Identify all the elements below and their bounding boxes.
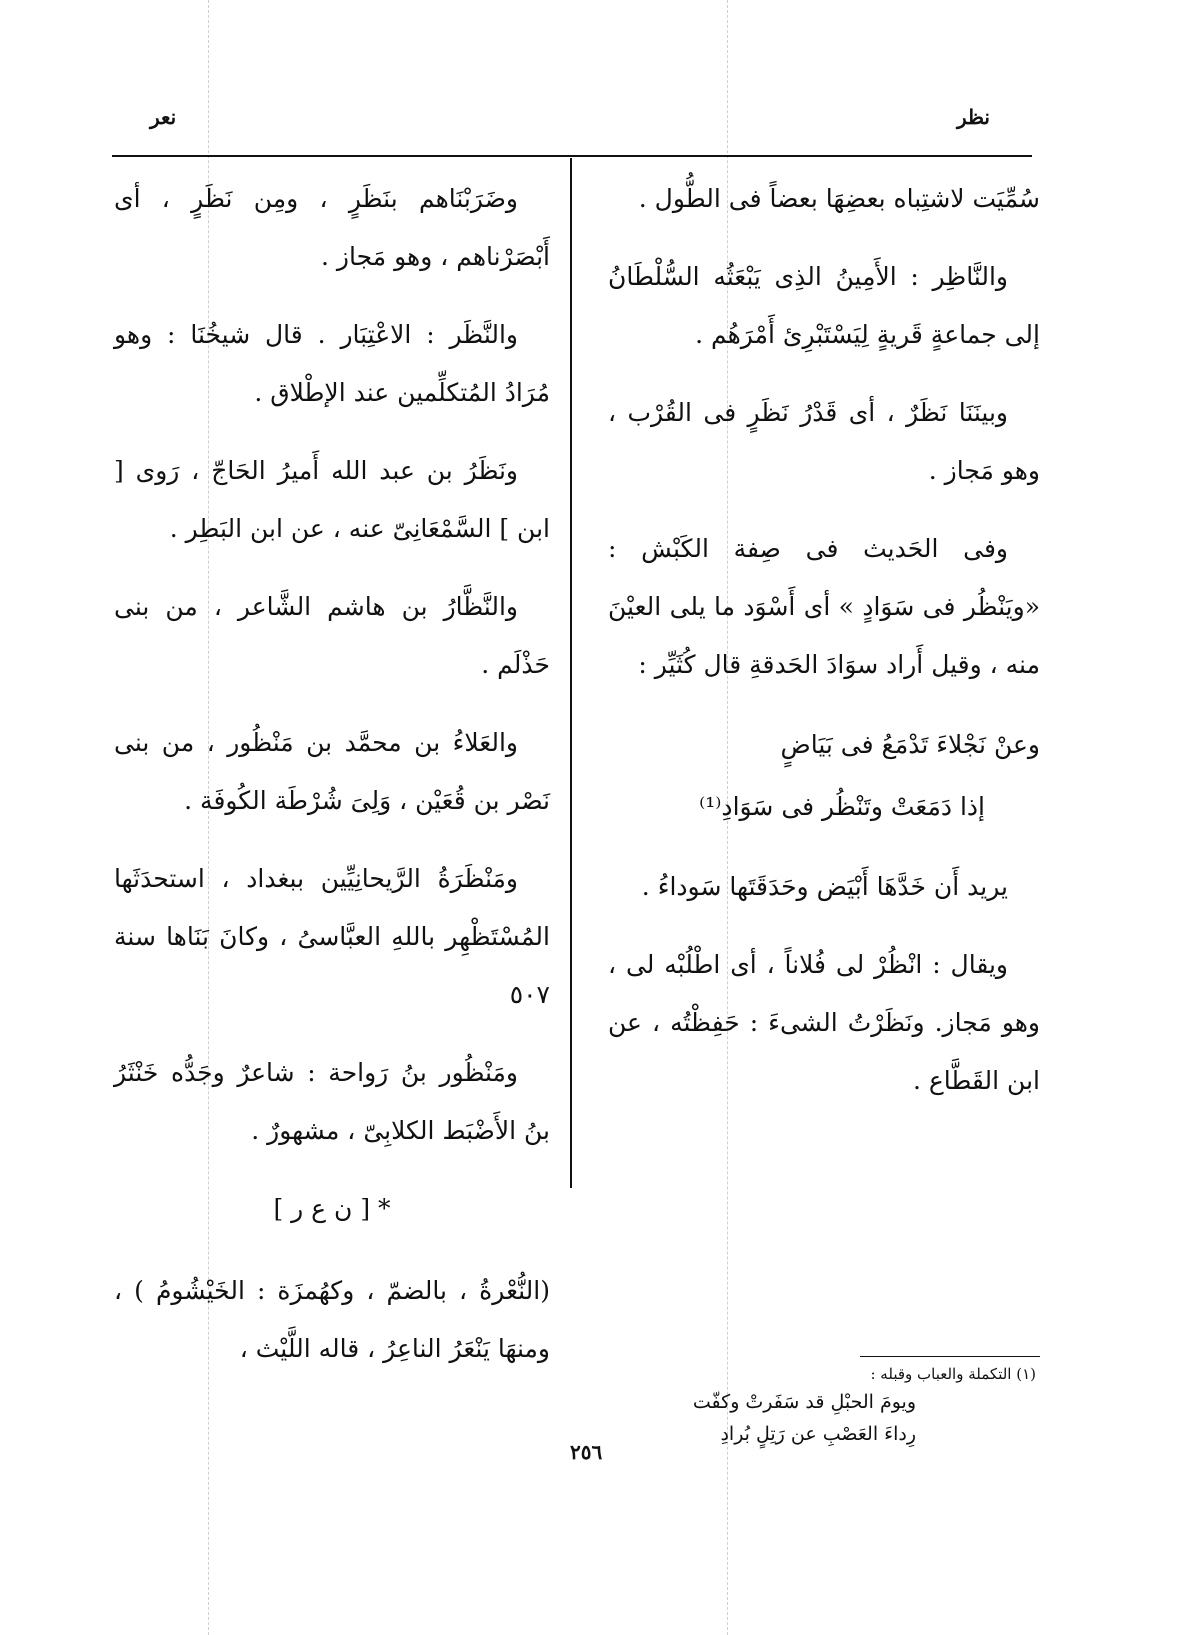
footnote bbox=[616, 1362, 1036, 1450]
header-rule bbox=[112, 155, 1032, 157]
paragraph: سُمِّيَت لاشتِباه بعضِهَا بعضاً فى الطُّول . bbox=[638, 184, 1040, 213]
footnote-verse: رِداءَ العَصْبِ عن رَتِلٍ بُرادِ bbox=[720, 1423, 916, 1445]
footnote-note: (١) التكملة والعباب وقبله : bbox=[870, 1365, 1036, 1383]
page-number: ٢٥٦ bbox=[570, 1440, 603, 1464]
paragraph: ومَنْظَرَةُ الرَّيحانِيِّين ببغداد ، استحدَثَها المُسْتَظْهِر باللهِ العبَّاسىُ ، وكانَ بَنَاها سنة ٥٠٧ bbox=[114, 864, 550, 1009]
footnote-rule bbox=[860, 1356, 1040, 1357]
running-header-left: نعر bbox=[150, 105, 177, 129]
paragraph: والنَّاظِر : الأَمِينُ الذِى يَبْعَثُه السُّلْطَانُ إلى جماعةٍ قَريةٍ لِيَسْتَبْرِئ أَمْرَهُم . bbox=[608, 262, 1040, 349]
paragraph: والنَّظَّارُ بن هاشم الشَّاعر ، من بنى حَذْلَم . bbox=[114, 592, 550, 679]
paragraph: وبينَنَا نَظَرٌ ، أى قَدْرُ نَظَرٍ فى القُرْب ، وهو مَجاز . bbox=[608, 398, 1040, 485]
paragraph: والعَلاءُ بن محمَّد بن مَنْظُور ، من بنى نَصْر بن قُعَيْن ، وَلِىَ شُرْطَة الكُوفَة . bbox=[114, 728, 550, 815]
poem-verse: وعنْ نَجْلاءَ تَدْمَعُ فى بَيَاضٍ bbox=[780, 730, 1040, 759]
paragraph: (النُّعْرةُ ، بالضمّ ، وكهُمزَة : الخَيْشُومُ ) ، ومنهَا يَنْعَرُ الناعِرُ ، قاله اللَّيْث ، bbox=[114, 1276, 550, 1363]
paragraph: ومَنْظُور بنُ رَواحة : شاعرٌ وجَدُّه خَنْثَرُ بنُ الأَضْبَط الكلابِىّ ، مشهورٌ . bbox=[114, 1058, 550, 1145]
running-header-right: نظر bbox=[956, 105, 990, 129]
paragraph: يريد أَن خَدَّهَا أَبْيَض وحَدَقَتَها سَوداءُ . bbox=[641, 872, 1008, 901]
column-divider bbox=[570, 158, 572, 1188]
poem-verse: إذا دَمَعَتْ وتَنْظُر فى سَوَادِ⁽¹⁾ bbox=[699, 792, 985, 821]
paragraph: ونَظَرُ بن عبد الله أَميرُ الحَاجّ ، رَوى [ ابن ] السَّمْعَانِىّ عنه ، عن ابن البَطِر . bbox=[114, 456, 550, 543]
left-column bbox=[114, 170, 550, 1398]
paragraph: وفى الحَديث فى صِفة الكَبْش : «ويَنْظُر فى سَوَادٍ » أى أَسْوَد ما يلى العيْنَ منه ، وقيل أَراد سوَادَ الحَدقةِ قال كُثَيِّر : bbox=[608, 534, 1040, 679]
paragraph: والنَّظَر : الاعْتِبَار . قال شيخُنَا : وهو مُرَادُ المُتكلِّمين عند الإطْلاق . bbox=[114, 320, 550, 407]
right-column bbox=[608, 170, 1040, 1130]
footnote-verse: ويومَ الحبْلِ قد سَفَرتْ وكفّت bbox=[692, 1391, 916, 1413]
paragraph: ويقال : انْظُرْ لى فُلاناً ، أى اطْلُبْه لى ، وهو مَجاز. ونَظَرْتُ الشىءَ : حَفِظْتُه ، عن ابن القَطَّاع . bbox=[608, 950, 1040, 1095]
paragraph: وضَرَبْنَاهم بنَظَرٍ ، ومِن نَظَرٍ ، أى أَبْصَرْناهم ، وهو مَجاز . bbox=[114, 184, 550, 271]
entry-heading: * [ ن ع ر ] bbox=[273, 1194, 391, 1223]
